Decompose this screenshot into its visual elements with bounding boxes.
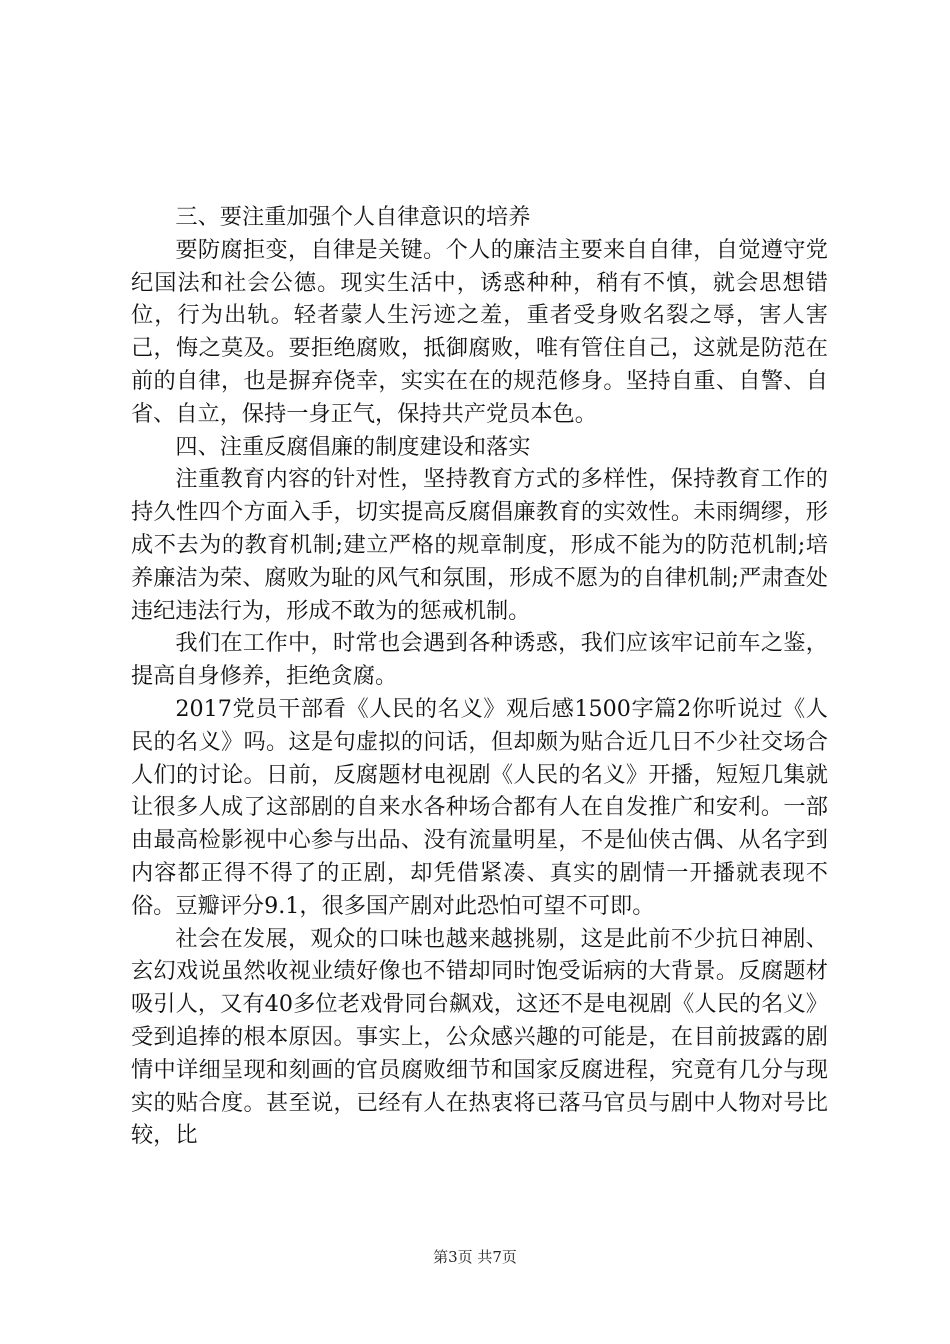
body-paragraph: 社会在发展，观众的口味也越来越挑剔，这是此前不少抗日神剧、玄幻戏说虽然收视业绩好像也不错却同时饱受诟病的大背景。反腐题材吸引人，又有40多位老戏骨同台飙戏，这还不是电视剧《人民的名义》受到追捧的根本原因。事实上，公众感兴趣的可能是，在目前披露的剧情中详细呈现和刻画的官员腐败细节和国家反腐进程，究竟有几分与现实的贴合度。甚至说，已经有人在热衷将已落马官员与剧中人物对号比较，比: [131, 925, 828, 1149]
body-paragraph: 要防腐拒变，自律是关键。个人的廉洁主要来自自律，自觉遵守党纪国法和社会公德。现实生活中，诱惑种种，稍有不慎，就会思想错位，行为出轨。轻者蒙人生污迹之羞，重者受身败名裂之辱，害人害己，悔之莫及。要拒绝腐败，抵御腐败，唯有管住自己，这就是防范在前的自律，也是摒弃侥幸，实实在在的规范修身。坚持自重、自警、自省、自立，保持一身正气，保持共产党员本色。: [131, 236, 828, 427]
section-heading-3: 三、要注重加强个人自律意识的培养: [175, 204, 531, 230]
body-paragraph: 2017党员干部看《人民的名义》观后感1500字篇2你听说过《人民的名义》吗。这是句虚拟的问话，但却颇为贴合近几日不少社交场合人们的讨论。日前，反腐题材电视剧《人民的名义》开播，短短几集就让很多人成了这部剧的自来水各种场合都有人在自发推广和安利。一部由最高检影视中心参与出品、没有流量明星，不是仙侠古偶、从名字到内容都正得不得了的正剧，却凭借紧凑、真实的剧情一开播就表现不俗。豆瓣评分9.1，很多国产剧对此恐怕可望不可即。: [131, 695, 828, 919]
body-paragraph: 我们在工作中，时常也会遇到各种诱惑，我们应该牢记前车之鉴，提高自身修养，拒绝贪腐。: [131, 630, 828, 690]
document-body: [131, 201, 828, 1152]
section-heading-4: 四、注重反腐倡廉的制度建设和落实: [175, 433, 531, 460]
body-paragraph: 注重教育内容的针对性，坚持教育方式的多样性，保持教育工作的持久性四个方面入手，切实提高反腐倡廉教育的实效性。未雨绸缪，形成不去为的教育机制;建立严格的规章制度，形成不能为的防范机制;培养廉洁为荣、腐败为耻的风气和氛围，形成不愿为的自律机制;严肃查处违纪违法行为，形成不敢为的惩戒机制。: [131, 466, 828, 624]
page-number-footer: 第3页 共7页: [433, 1248, 517, 1266]
